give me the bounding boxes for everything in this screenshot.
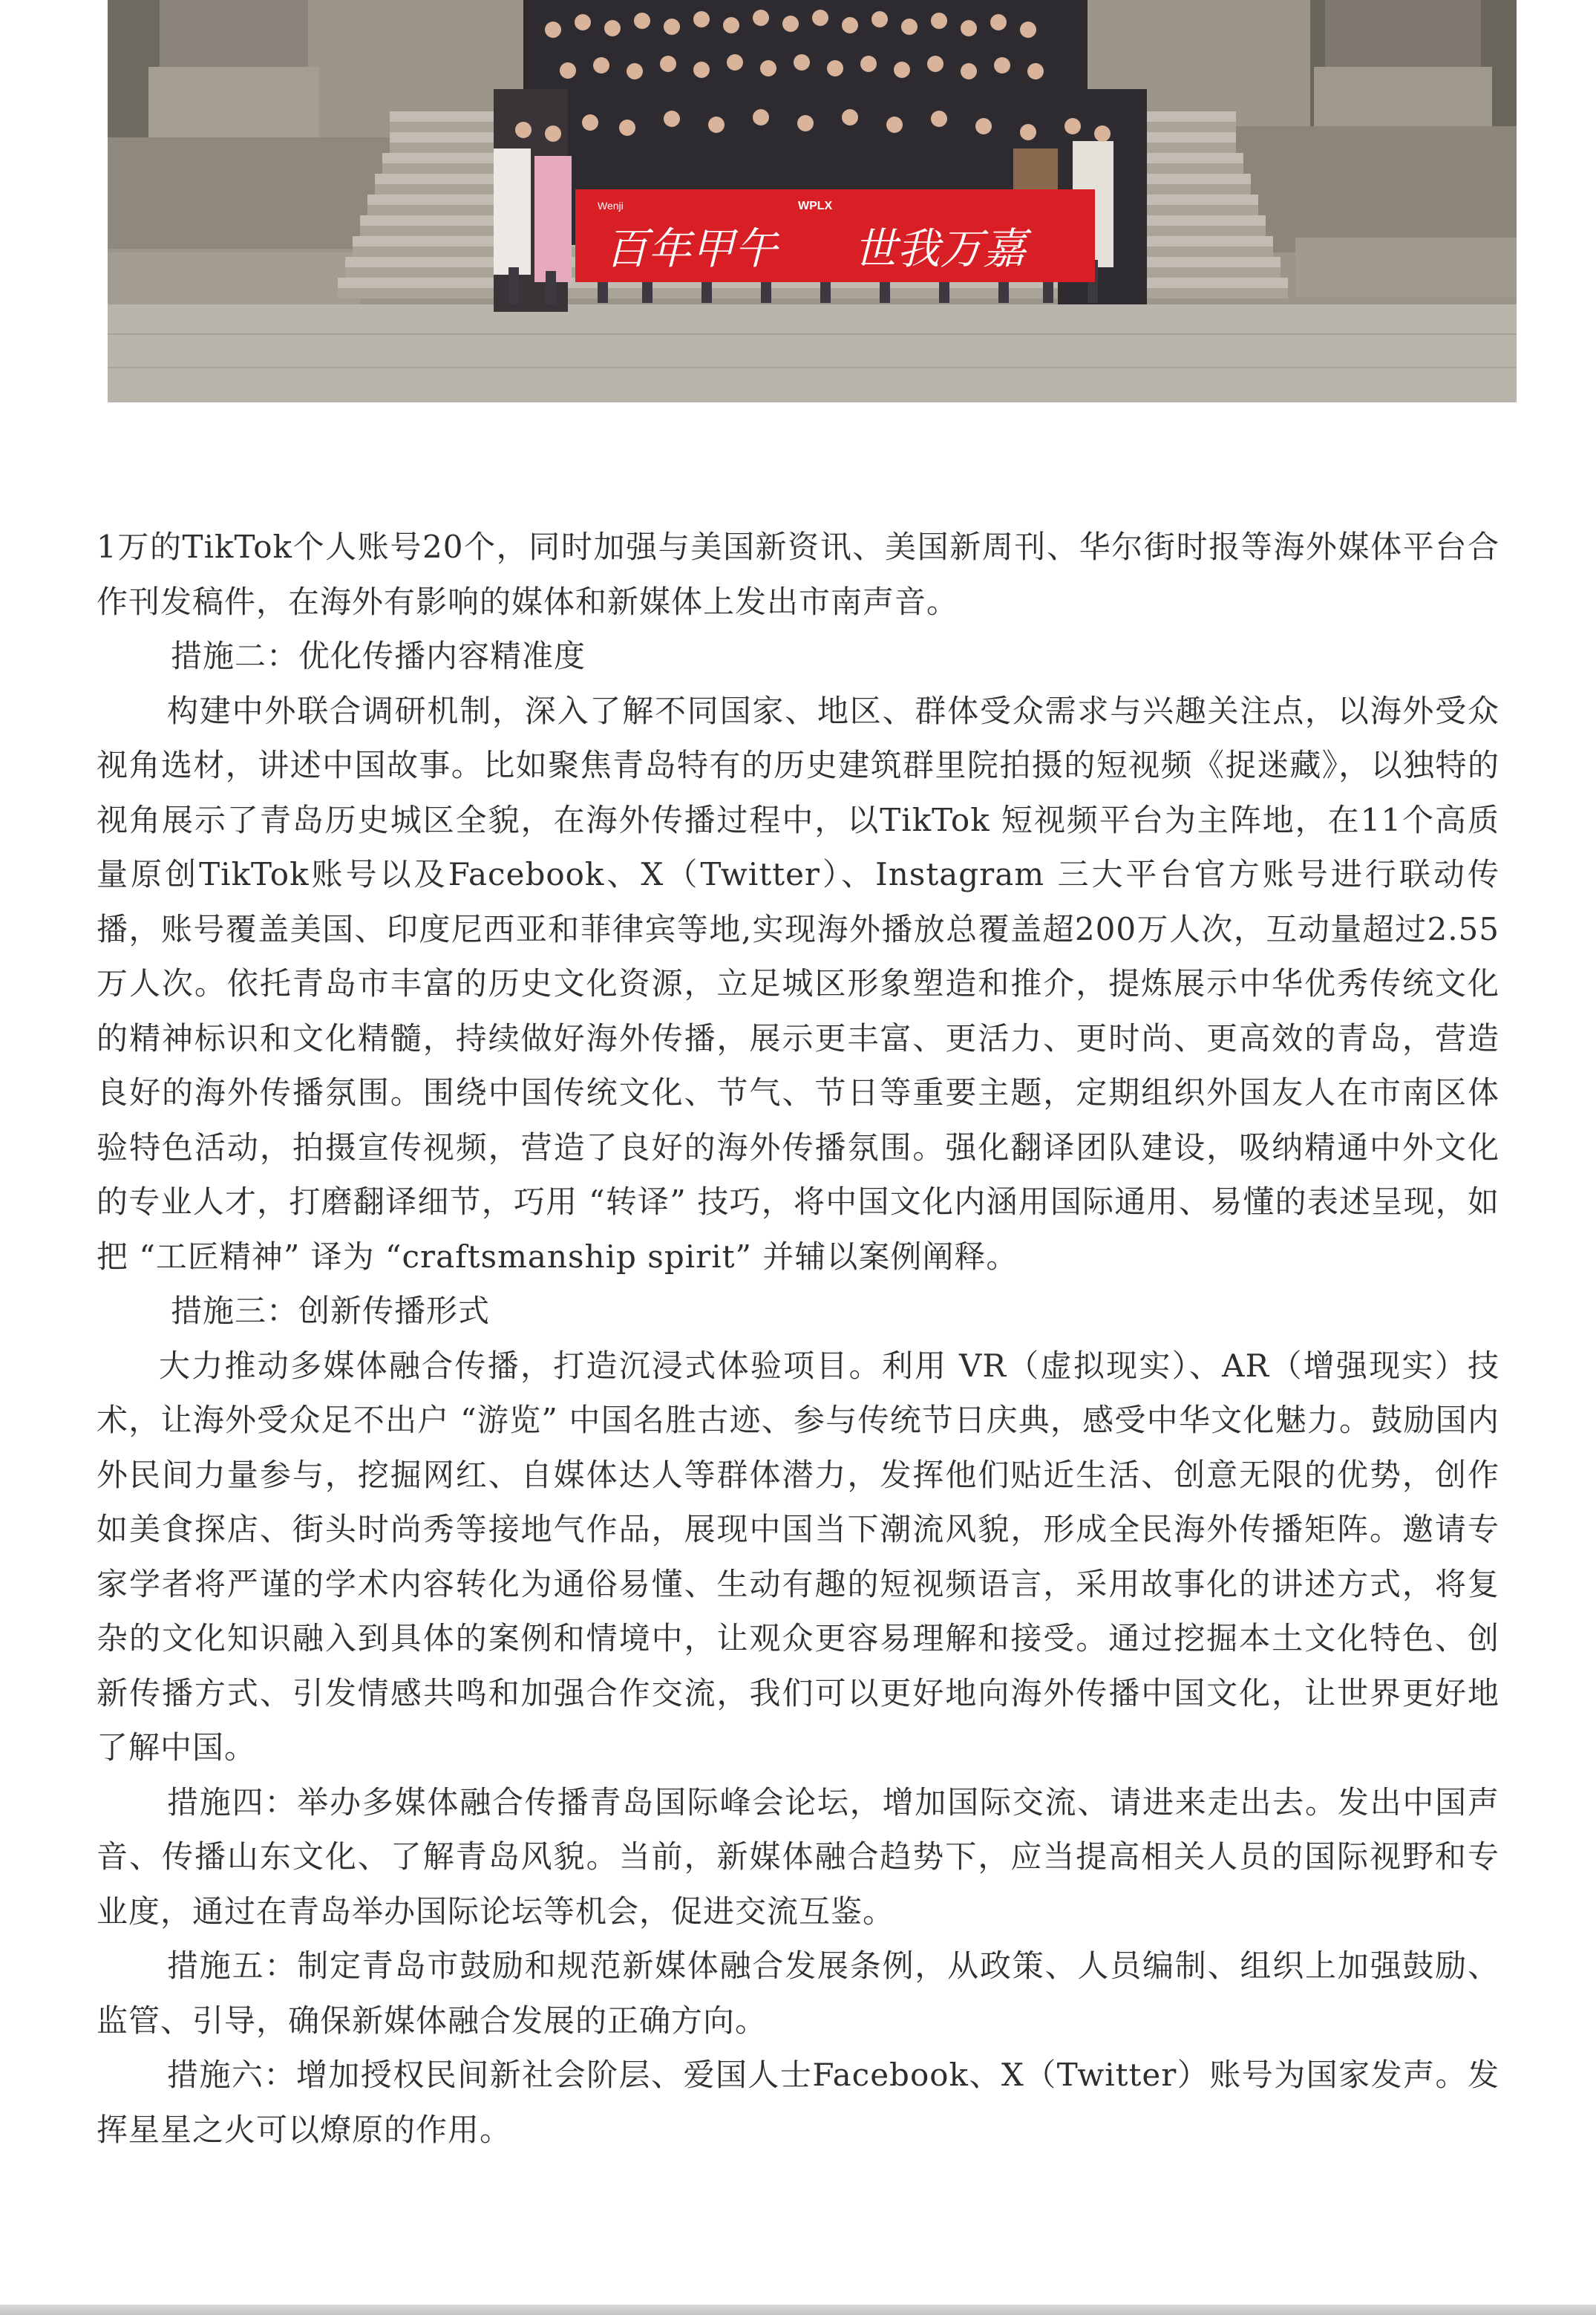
paragraph-continuation: 1万的TikTok个人账号20个，同时加强与美国新资讯、美国新周刊、华尔街时报等海外媒体平台合作刊发稿件，在海外有影响的媒体和新媒体上发出市南声音。 [97,529,1499,620]
measure-6-paragraph: 措施六：增加授权民间新社会阶层、爱国人士Facebook、X（Twitter）账号为国家发声。发挥星星之火可以燎原的作用。 [97,2057,1499,2148]
measure-3-heading: 措施三：创新传播形式 [171,1293,491,1329]
group-photo-drawing [108,0,1517,402]
measure-2-heading: 措施二：优化传播内容精准度 [171,638,586,674]
banner-text-right: 世我万嘉 [854,225,1027,273]
measure-5-paragraph: 措施五：制定青岛市鼓励和规范新媒体融合发展条例，从政策、人员编制、组织上加强鼓励、监管、引导，确保新媒体融合发展的正确方向。 [97,1947,1499,2039]
measure-3-paragraph: 大力推动多媒体融合传播，打造沉浸式体验项目。利用 VR（虚拟现实）、AR（增强现实）技术，让海外受众足不出户 “游览” 中国名胜古迹、参与传统节日庆典，感受中华文化魅力。鼓励国内外民间力量参与，挖掘网红、自媒体达人等群体潜力，发挥他们贴近生活、创意无限的优势，创作如美食探店、街头时尚秀等接地气作品，展现中国当下潮流风貌，形成全民海外传播矩阵。邀请专家学者将严谨的学术内容转化为通俗易懂、生动有趣的短视频语言，采用故事化的讲述方式，将复杂的文化知识融入到具体的案例和情境中，让观众更容易理解和接受。通过挖掘本土文化特色、创新传播方式、引发情感共鸣和加强合作交流，我们可以更好地向海外传播中国文化，让世界更好地了解中国。 [97,1347,1499,1766]
page-bottom-edge [0,2305,1596,2315]
banner-logo-2: WPLX [798,200,833,212]
group-photo [108,0,1517,402]
banner-text-left: 百年甲午 [605,225,778,273]
article-body [97,520,1499,2157]
measure-2-paragraph: 构建中外联合调研机制，深入了解不同国家、地区、群体受众需求与兴趣关注点，以海外受众视角选材，讲述中国故事。比如聚焦青岛特有的历史建筑群里院拍摄的短视频《捉迷藏》，以独特的视角展示了青岛历史城区全貌，在海外传播过程中，以TikTok 短视频平台为主阵地，在11个高质量原创TikTok账号以及Facebook、X（Twitter）、Instagram 三大平台官方账号进行联动传播，账号覆盖美国、印度尼西亚和菲律宾等地,实现海外播放总覆盖超200万人次，互动量超过2.55万人次。依托青岛市丰富的历史文化资源，立足城区形象塑造和推介，提炼展示中华优秀传统文化的精神标识和文化精髓，持续做好海外传播，展示更丰富、更活力、更时尚、更高效的青岛，营造良好的海外传播氛围。围绕中国传统文化、节气、节日等重要主题，定期组织外国友人在市南区体验特色活动，拍摄宣传视频，营造了良好的海外传播氛围。强化翻译团队建设，吸纳精通中外文化的专业人才，打磨翻译细节，巧用 “转译” 技巧，将中国文化内涵用国际通用、易懂的表述呈现，如把 “工匠精神” 译为 “craftsmanship spirit” 并辅以案例阐释。 [97,692,1499,1275]
measure-4-paragraph: 措施四：举办多媒体融合传播青岛国际峰会论坛，增加国际交流、请进来走出去。发出中国声音、传播山东文化、了解青岛风貌。当前，新媒体融合趋势下，应当提高相关人员的国际视野和专业度，通过在青岛举办国际论坛等机会，促进交流互鉴。 [97,1783,1499,1930]
banner-logo-1: Wenji [598,200,624,212]
